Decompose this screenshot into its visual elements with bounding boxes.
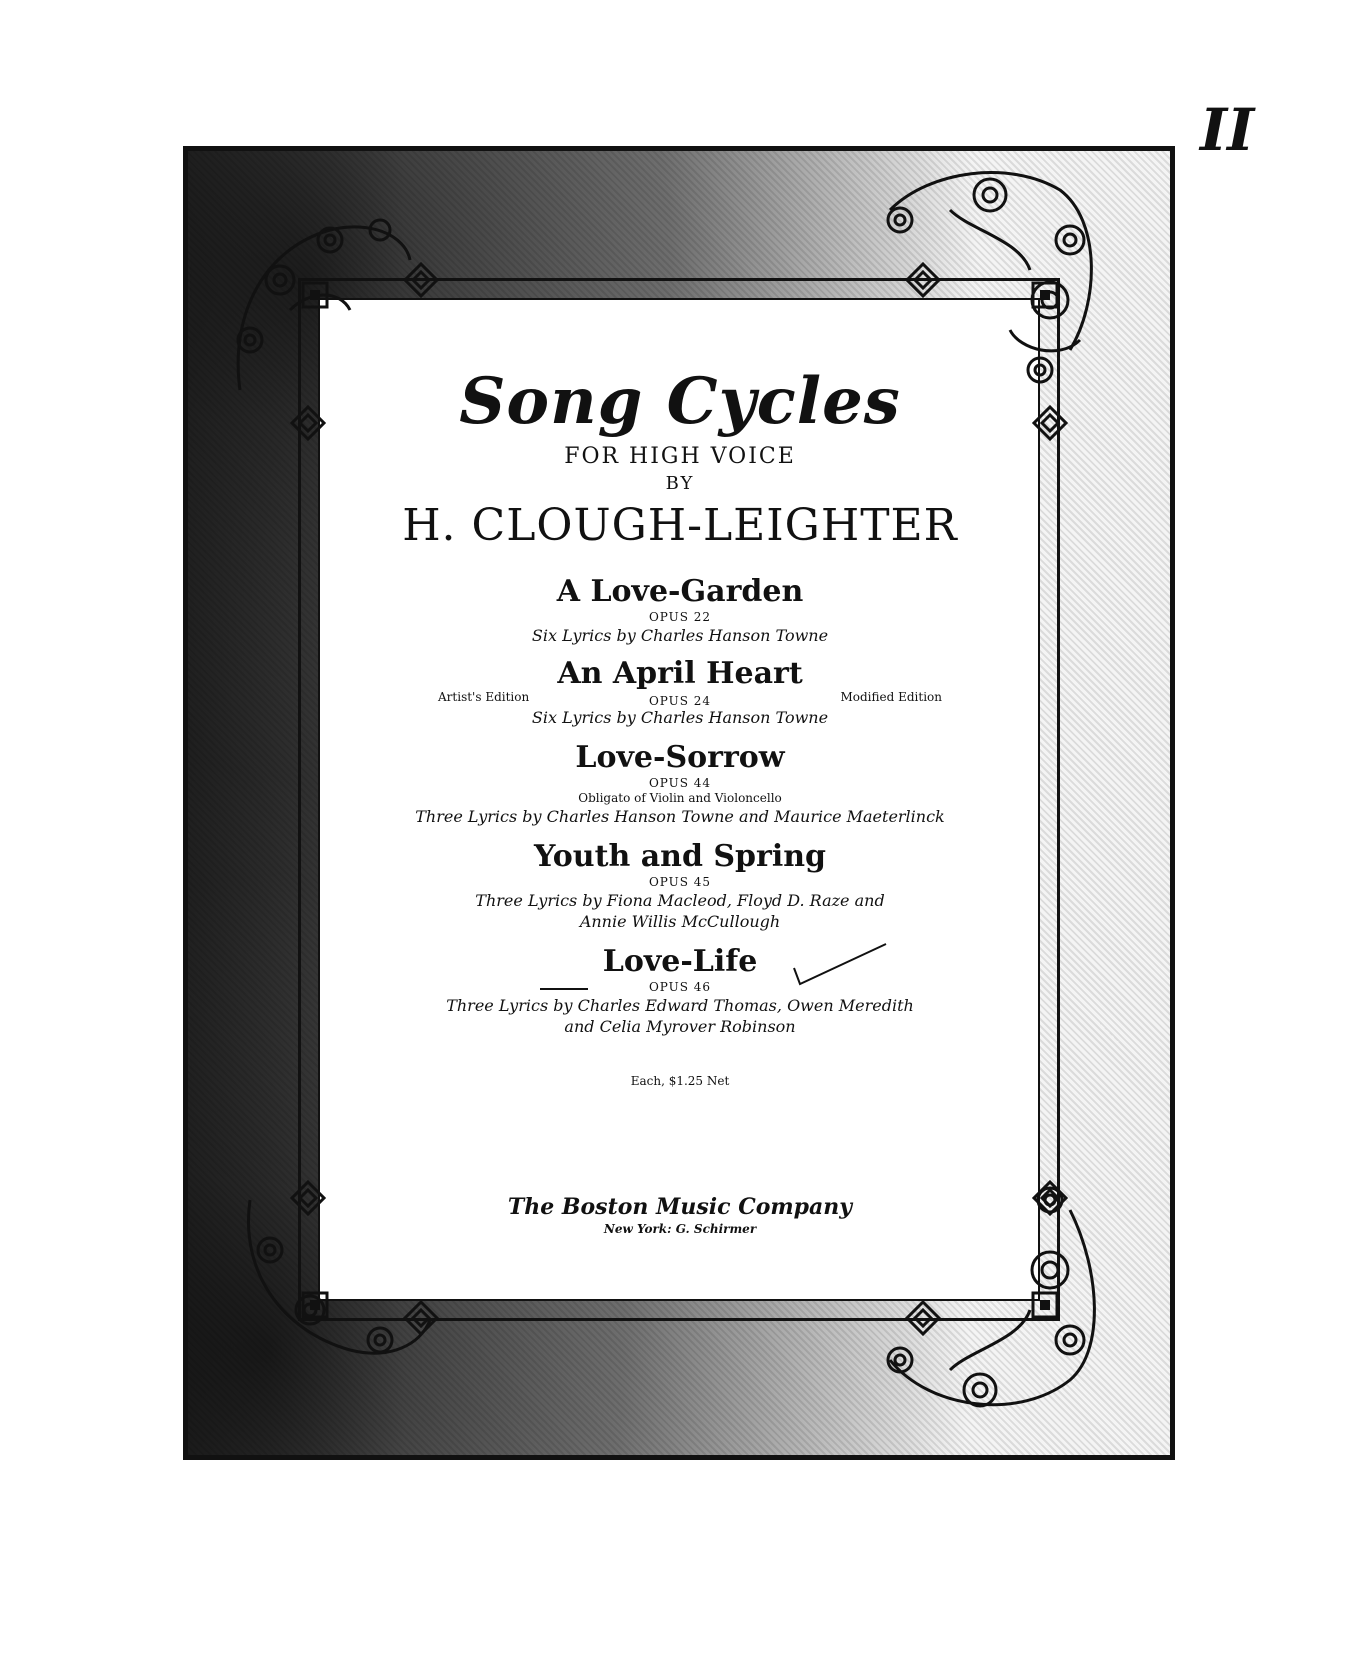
edition-right: Modified Edition bbox=[840, 690, 942, 704]
frame-corner-square bbox=[1030, 280, 1060, 310]
work-title: Love-Life bbox=[602, 944, 758, 979]
work-lyrics: Three Lyrics by Charles Hanson Towne and Maurice Maeterlinck bbox=[415, 807, 945, 826]
frame-corner-square bbox=[1030, 1290, 1060, 1320]
work-entry bbox=[330, 575, 1030, 645]
work-lyrics: Six Lyrics by Charles Hanson Towne bbox=[531, 708, 829, 727]
frame-knot-ornament bbox=[1032, 405, 1068, 441]
by-label: BY bbox=[665, 473, 695, 494]
frame-corner-square bbox=[300, 1290, 330, 1320]
cover-content bbox=[330, 364, 1030, 1236]
work-title: Youth and Spring bbox=[533, 839, 827, 874]
frame-knot-ornament bbox=[290, 405, 326, 441]
frame-knot-ornament bbox=[1032, 1180, 1068, 1216]
frame-knot-ornament bbox=[905, 1300, 941, 1336]
frame-knot-ornament bbox=[905, 262, 941, 298]
work-lyrics: Three Lyrics by Fiona Macleod, Floyd D. Raze and bbox=[475, 891, 885, 910]
work-title: A Love-Garden bbox=[556, 574, 804, 609]
work-entry bbox=[330, 840, 1030, 931]
work-lyrics-continued: and Celia Myrover Robinson bbox=[564, 1017, 796, 1036]
frame-knot-ornament bbox=[290, 1180, 326, 1216]
work-title: Love-Sorrow bbox=[575, 740, 785, 775]
publisher-subline: New York: G. Schirmer bbox=[603, 1222, 757, 1236]
price: Each, $1.25 Net bbox=[630, 1074, 730, 1088]
work-opus: OPUS 22 bbox=[648, 610, 712, 624]
frame-corner-square bbox=[300, 280, 330, 310]
work-opus: OPUS 44 bbox=[648, 776, 712, 790]
work-note: Obligato of Violin and Violoncello bbox=[578, 791, 782, 805]
work-entry bbox=[330, 945, 1030, 1036]
hand-dash-mark bbox=[540, 988, 588, 990]
work-entry bbox=[330, 657, 1030, 727]
frame-knot-ornament bbox=[403, 1300, 439, 1336]
edition-row bbox=[330, 690, 1030, 706]
handwritten-roman-numeral: II bbox=[1200, 96, 1255, 164]
work-lyrics: Three Lyrics by Charles Edward Thomas, Owen Meredith bbox=[446, 996, 914, 1015]
work-opus: OPUS 46 bbox=[648, 980, 712, 994]
composer-name: H. CLOUGH-LEIGHTER bbox=[402, 500, 958, 551]
hand-checkmark-icon bbox=[790, 940, 890, 990]
work-lyrics: Six Lyrics by Charles Hanson Towne bbox=[531, 626, 829, 645]
work-lyrics-continued: Annie Willis McCullough bbox=[579, 912, 781, 931]
work-opus: OPUS 45 bbox=[648, 875, 712, 889]
subtitle: FOR HIGH VOICE bbox=[564, 444, 796, 469]
work-opus: OPUS 24 bbox=[648, 694, 712, 708]
main-title: Song Cycles bbox=[459, 364, 901, 439]
edition-left: Artist's Edition bbox=[438, 690, 530, 704]
work-entry bbox=[330, 741, 1030, 826]
frame-knot-ornament bbox=[403, 262, 439, 298]
work-title: An April Heart bbox=[557, 656, 803, 691]
publisher-name: The Boston Music Company bbox=[507, 1194, 853, 1220]
